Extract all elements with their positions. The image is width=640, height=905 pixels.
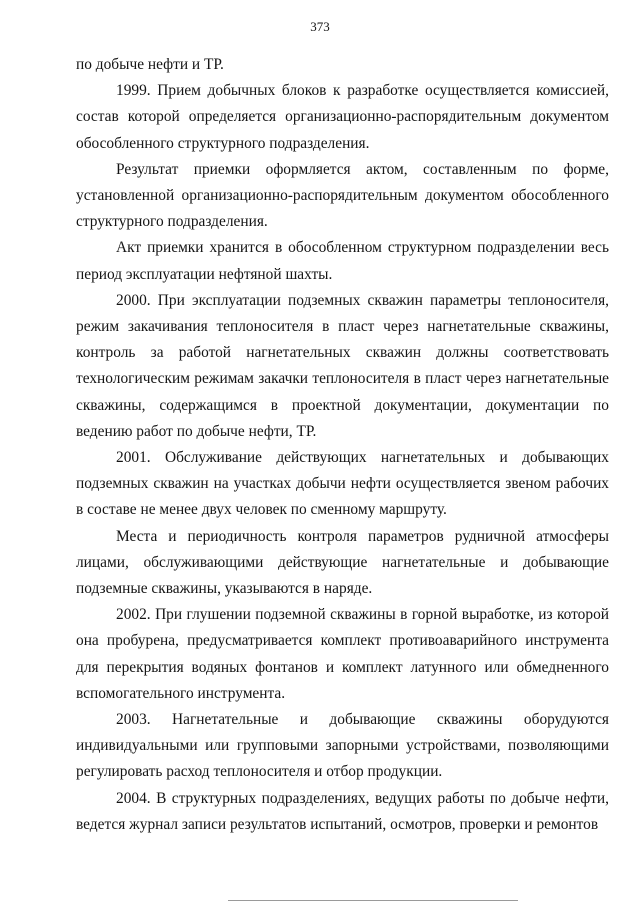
body-text: [76, 52, 609, 838]
paragraph: 1999. Прием добычных блоков к разработке осуществляется комиссией, состав которой определяется организационно-распорядительным документом обособленного структурного подразделения.: [76, 82, 609, 152]
paragraph: 2001. Обслуживание действующих нагнетательных и добывающих подземных скважин на участках добычи нефти осуществляется звеном рабочих в составе не менее двух человек по сменному маршруту.: [76, 449, 609, 519]
paragraph: 2000. При эксплуатации подземных скважин параметры теплоносителя, режим закачивания теплоносителя в пласт через нагнетательные скважины, контроль за работой нагнетательных скважин должны соответствовать технологическим режимам закачки теплоносителя в пласт через нагнетательные скважины, содержащимся в проектной документации, документации по ведению работ по добыче нефти, ТР.: [76, 291, 609, 440]
paragraph: 2003. Нагнетательные и добывающие скважины оборудуются индивидуальными или групповыми запорными устройствами, позволяющими регулировать расход теплоносителя и отбор продукции.: [76, 711, 609, 781]
paragraph: 2004. В структурных подразделениях, ведущих работы по добыче нефти, ведется журнал записи результатов испытаний, осмотров, проверки и ремонтов: [76, 789, 609, 833]
scan-edge-line: [228, 900, 518, 901]
paragraph: 2002. При глушении подземной скважины в горной выработке, из которой она пробурена, предусматривается комплект противоаварийного инструмента для перекрытия водяных фонтанов и комплект латунного или обмедненного вспомогательного инструмента.: [76, 606, 609, 702]
paragraph: Акт приемки хранится в обособленном структурном подразделении весь период эксплуатации нефтяной шахты.: [76, 239, 609, 283]
paragraph: по добыче нефти и ТР.: [76, 56, 224, 73]
paragraph: Места и периодичность контроля параметров рудничной атмосферы лицами, обслуживающими действующие нагнетательные и добывающие подземные скважины, указываются в наряде.: [76, 527, 609, 598]
paragraph: Результат приемки оформляется актом, составленным по форме, установленной организационно-распорядительным документом обособленного структурного подразделения.: [76, 160, 609, 231]
page-number: 373: [310, 19, 330, 34]
